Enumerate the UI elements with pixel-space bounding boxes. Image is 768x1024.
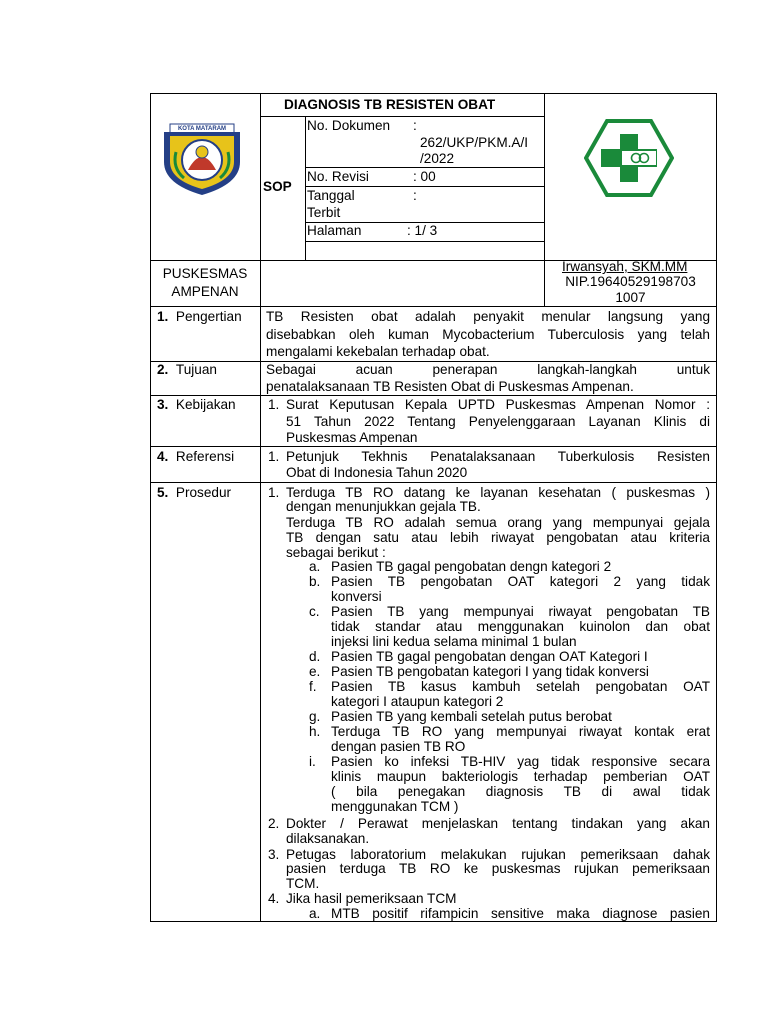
criteria-line: dengan pasien TB RO: [331, 739, 466, 755]
criteria-marker: f.: [309, 679, 317, 695]
meta-halaman-label: Halaman: [307, 223, 362, 238]
prosedur-step2-line-2: dilaksanakan.: [286, 831, 370, 846]
meta-halaman-value: : 1/ 3: [407, 223, 438, 238]
pengertian-line-1: TB Resisten obat adalah penyakit menular langsung yang: [266, 309, 710, 324]
logo-city-text: KOTA MATARAM: [177, 126, 227, 132]
signer-name: Irwansyah, SKM.MM: [562, 259, 688, 274]
kebijakan-marker: 1.: [268, 397, 280, 412]
line-meta-2: [305, 186, 545, 187]
prosedur-step1-line-3: Terduga TB RO adalah semua orang yang mempunyai gejala: [286, 515, 710, 530]
criteria-marker: i.: [309, 754, 316, 770]
meta-tanggal-sep: :: [413, 188, 417, 203]
prosedur-step1-line-2: dengan menunjukkan gejala TB.: [286, 499, 481, 514]
criteria-line: Terduga TB RO yang mempunyai riwayat kontak erat: [331, 724, 710, 740]
prosedur-step3-marker: 3.: [268, 847, 280, 862]
line-row4-bottom: [150, 482, 717, 483]
signer-nip-line-2: 1007: [615, 290, 646, 305]
criteria-line: klinis maupun bakteriologis terhadap pemberian OAT: [331, 769, 710, 785]
criteria-line: tidak standar atau menggunakan kuinolon dan obat: [331, 619, 710, 635]
pengertian-line-3: mengalami kekebalan terhadap obat.: [266, 344, 490, 359]
section-referensi-label: [157, 449, 234, 464]
border-right: [716, 93, 717, 922]
line-meta-1: [305, 167, 545, 168]
kebijakan-line-1: Surat Keputusan Kepala UPTD Puskesmas Ampenan Nomor :: [286, 397, 710, 412]
referensi-marker: 1.: [268, 449, 280, 464]
tujuan-line-2: penatalaksanaan TB Resisten Obat di Puskesmas Ampenan.: [266, 379, 634, 394]
prosedur-step4a-line-1: MTB positif rifampicin sensitive maka diagnose pasien: [331, 906, 710, 921]
criteria-marker: e.: [309, 664, 321, 680]
prosedur-step3-line-3: TCM.: [286, 876, 320, 891]
criteria-line: injeksi lini kedua selama minimal 1 bulan: [331, 634, 577, 650]
criteria-line: Pasien TB yang kembali setelah putus berobat: [331, 709, 612, 725]
referensi-line-1: Petunjuk Tekhnis Penatalaksanaan Tuberkulosis Resisten: [286, 449, 710, 464]
section-prosedur-label: [157, 485, 231, 500]
line-row2-bottom: [150, 395, 717, 396]
criteria-marker: c.: [309, 604, 320, 620]
line-row3-bottom: [150, 446, 717, 447]
meta-tanggal-label-1: Tanggal: [307, 188, 355, 203]
prosedur-step4-line-1: Jika hasil pemeriksaan TCM: [286, 891, 457, 906]
org-name-line-1: PUSKESMAS: [162, 266, 248, 281]
criteria-marker: a.: [309, 559, 321, 574]
border-left: [150, 93, 151, 922]
criteria-marker: b.: [309, 574, 321, 590]
prosedur-step2-marker: 2.: [268, 816, 280, 831]
section-number: 4.: [157, 449, 169, 464]
meta-revisi-label: No. Revisi: [307, 169, 369, 184]
prosedur-step1-marker: 1.: [268, 485, 280, 500]
section-number: 1.: [157, 309, 169, 324]
prosedur-step3-line-2: pasien terduga TB RO ke puskesmas rujukan pemeriksaan: [286, 861, 710, 876]
meta-doc-sep: :: [413, 118, 417, 133]
section-tujuan-label: [157, 362, 217, 377]
line-title-bottom: [260, 116, 545, 117]
criteria-line: menggunakan TCM ): [331, 799, 459, 815]
prosedur-step1-line-4: TB dengan satu atau lebih riwayat pengobatan atau kriteria: [286, 530, 710, 545]
sop-label: SOP: [263, 179, 292, 194]
border-top: [150, 93, 717, 94]
kebijakan-line-3: Puskesmas Ampenan: [286, 430, 418, 445]
criteria-line: Pasien TB kasus kambuh setelah pengobatan OAT: [331, 679, 710, 695]
section-title: Pengertian: [175, 309, 242, 324]
criteria-marker: d.: [309, 649, 321, 665]
divider-col1: [260, 93, 261, 922]
border-bottom: [150, 921, 717, 922]
criteria-line: Pasien TB pengobatan kategori I yang tidak konversi: [331, 664, 649, 680]
tujuan-line-1: Sebagai acuan penerapan langkah-langkah untuk: [266, 362, 710, 377]
section-number: 3.: [157, 397, 169, 412]
criteria-line: Pasien TB gagal pengobatan dengan OAT Kategori I: [331, 649, 648, 665]
divider-sop: [305, 116, 306, 260]
signer-nip-line-1: NIP.19640529198703: [565, 274, 696, 289]
referensi-line-2: Obat di Indonesia Tahun 2020: [286, 465, 468, 480]
section-title: Prosedur: [175, 485, 232, 500]
criteria-line: Pasien ko infeksi TB-HIV yag tidak responsive secara: [331, 754, 710, 770]
section-kebijakan-label: [157, 397, 236, 412]
prosedur-step4-marker: 4.: [268, 891, 280, 906]
line-org-bottom: [150, 306, 717, 307]
section-number: 2.: [157, 362, 169, 377]
kebijakan-line-2: 51 Tahun 2022 Tentang Penyelenggaraan Layanan Klinis di: [286, 414, 710, 429]
prosedur-step1-line-1: Terduga TB RO datang ke layanan kesehatan ( puskesmas ): [286, 485, 710, 500]
line-meta-4: [305, 241, 545, 242]
prosedur-step1-line-5: sebagai berikut :: [286, 545, 386, 560]
section-number: 5.: [157, 485, 169, 500]
section-title: Tujuan: [175, 362, 217, 377]
org-name-line-2: AMPENAN: [171, 284, 239, 299]
criteria-marker: h.: [309, 724, 321, 740]
criteria-line: Pasien TB gagal pengobatan dengn kategori 2: [331, 559, 612, 574]
puskesmas-logo: [584, 118, 674, 198]
criteria-line: Pasien TB yang mempunyai riwayat pengobatan TB: [331, 604, 710, 620]
section-pengertian-label: [157, 309, 242, 324]
section-title: Referensi: [175, 449, 235, 464]
city-crest-logo: [162, 122, 242, 197]
prosedur-step2-line-1: Dokter / Perawat menjelaskan tentang tindakan yang akan: [286, 816, 710, 831]
criteria-marker: g.: [309, 709, 321, 725]
meta-doc-value-1: 262/UKP/PKM.A/I: [420, 135, 529, 150]
meta-doc-value-2: /2022: [420, 151, 455, 166]
meta-doc-label: No. Dokumen: [307, 118, 391, 133]
criteria-line: Pasien TB pengobatan OAT kategori 2 yang tidak: [331, 574, 710, 590]
prosedur-step4a-marker: a.: [309, 906, 321, 921]
section-title: Kebijakan: [175, 397, 236, 412]
criteria-line: kategori I ataupun kategori 2: [331, 694, 504, 710]
prosedur-step3-line-1: Petugas laboratorium melakukan rujukan pemeriksaan dahak: [286, 847, 710, 862]
meta-revisi-value: : 00: [413, 169, 436, 184]
meta-tanggal-label-2: Terbit: [307, 205, 341, 220]
criteria-line: ( bila penegakan diagnosis TB di awal tidak: [331, 784, 710, 800]
document-title: DIAGNOSIS TB RESISTEN OBAT: [284, 97, 496, 112]
pengertian-line-2: disebabkan oleh kuman Mycobacterium Tuberculosis yang telah: [266, 327, 710, 342]
criteria-line: konversi: [331, 589, 382, 605]
